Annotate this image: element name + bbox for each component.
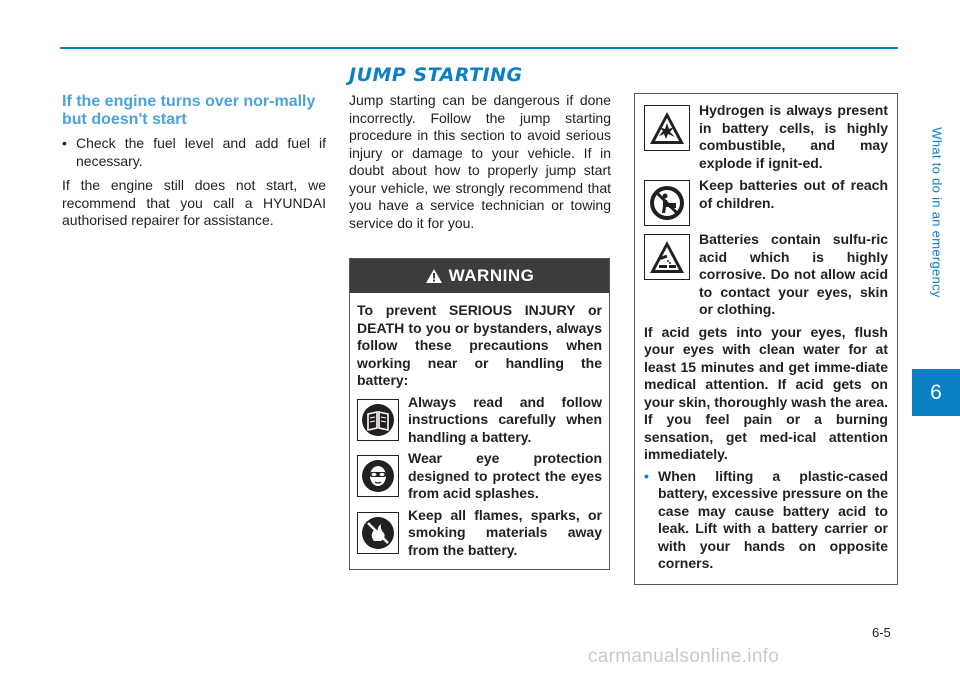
list-item: • When lifting a plastic-cased battery, excessive pressure on the case may cause battery acid to leak. Lift with a battery carrier or with your hands on opposite corners. [644,468,888,573]
no-flames-icon [361,516,395,550]
left-column [62,93,326,230]
warning-item [357,507,602,560]
header-rule [60,47,898,49]
hazard-item-text: Batteries contain sulfu-ric acid which is highly corrosive. Do not allow acid to contact your eyes, skin or clothing. [699,231,888,317]
warning-triangle-icon [425,268,443,284]
warning-header [350,259,609,293]
hazard-item [644,102,888,172]
battery-hazard-box [634,93,898,585]
watermark: carmanualsonline.info [588,646,780,667]
left-bullet-list [62,135,326,170]
intro-paragraph: Jump starting can be dangerous if done incorrectly. Follow the jump starting procedure in this section to avoid serious injury or damage to your vehicle. If in doubt about how to properly jump start your vehicle, we strongly recommend that you have a service technician or towing service do it for you. [349,92,611,231]
hazard-item [644,177,888,226]
corrosive-acid-icon [648,238,686,276]
list-item: • Check the fuel level and add fuel if necessary. [62,135,326,170]
acid-first-aid-paragraph: If acid gets into your eyes, flush your eyes with clean water for at least 15 minutes and get imme-diate medical attention. If acid gets on your skin, thoroughly wash the area. If you feel pain or a burning sensation, get med-ical attention immediately. [644,323,888,462]
warning-lead: To prevent SERIOUS INJURY or DEATH to you or bystanders, always follow these precautions when working near or handling the battery: [357,302,602,388]
chapter-side-tab-label: What to do in an emergency [929,127,945,298]
eye-protection-icon [361,459,395,493]
warning-item [357,450,602,503]
chapter-number-badge: 6 [912,369,960,416]
section-title: JUMP STARTING [349,64,523,86]
hazard-item [644,231,888,319]
hazard-item-text: Keep batteries out of reach of children. [699,177,888,211]
read-manual-icon [361,403,395,437]
page-number: 6-5 [872,625,891,640]
warning-box [349,258,610,570]
warning-title: WARNING [448,266,535,285]
warning-item-text: Always read and follow instructions carefully when handling a battery. [408,393,602,445]
chapter-side-tab [918,60,956,365]
warning-item [357,394,602,447]
subsection-heading: If the engine turns over nor-mally but doesn't start [62,93,316,128]
warning-item-text: Keep all flames, sparks, or smoking materials away from the battery. [408,506,602,558]
warning-item-text: Wear eye protection designed to protect the eyes from acid splashes. [408,450,602,501]
left-paragraph: If the engine still does not start, we recommend that you call a HYUNDAI authorised repairer for assistance. [62,177,326,228]
hazard-item-text: Hydrogen is always present in battery cells, is highly combustible, and may explode if ignit-ed. [699,102,888,171]
explosion-icon [648,109,686,147]
right-bullet-list [644,468,888,573]
keep-away-children-icon [648,184,686,222]
